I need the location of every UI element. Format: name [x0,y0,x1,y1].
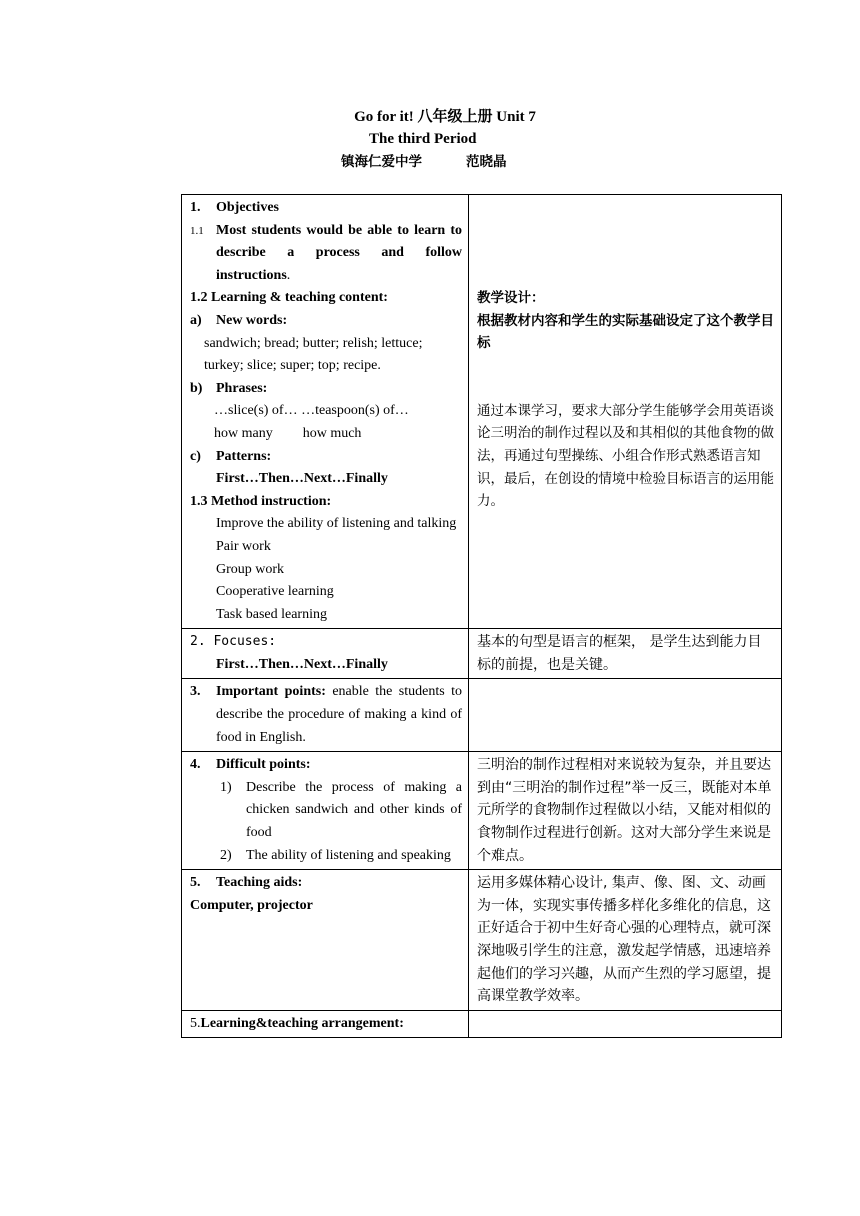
objective-1-1: 1.1 Most students would be able to learn to describe a process and follow instructions. [190,222,462,283]
difficult-points-note: 三明治的制作过程相对来说较为复杂，并且要达到由“三明治的制作过程”举一反三，既能对本单元所学的食物制作过程做以小结，又能对相似的食物制作过程进行创新。这对大部分学生来说是个难点。 [469,752,782,870]
phrases-line-1: …slice(s) of… …teaspoon(s) of… [214,403,409,419]
arrangement-row [182,1010,782,1038]
document-title: Go for it! 八年级上册 Unit 7 [354,109,536,125]
phrases-line-2: how many how much [214,425,362,441]
focuses-row [182,629,782,679]
method-item: Cooperative learning [216,584,334,600]
objectives-cell [182,195,469,629]
difficult-point-2: 2) The ability of listening and speaking [220,847,451,863]
phrases-heading: b) Phrases: [190,380,268,396]
method-item: Group work [216,561,285,577]
design-heading: 教学设计： [477,290,545,306]
arrangement-cell: 5.Learning&teaching arrangement: [182,1010,469,1038]
lesson-plan-table [181,194,782,1038]
teaching-aids-label: Teaching aids: [216,875,303,891]
school-author-line [341,151,507,173]
design-note: 根据教材内容和学生的实际基础设定了这个教学目标 [477,312,774,352]
important-points-note [469,679,782,752]
difficult-points-row [182,752,782,870]
important-points-text: enable the students to describe the procedure of making a kind of food in English. [216,684,462,745]
method-item: Task based learning [216,606,327,622]
difficult-point-1: 1) Describe the process of making a chicken sandwich and other kinds of food [220,779,462,841]
important-points-cell: 3. Important points: enable the students to describe the procedure of making a kind of food in English. [182,679,469,752]
important-points-label: Important points: [216,684,326,700]
method-item: Pair work [216,538,271,554]
arrangement-note [469,1010,782,1038]
patterns-text: First…Then…Next…Finally [216,471,388,487]
arrangement-label: Learning&teaching arrangement: [200,1015,404,1031]
author-name: 范晓晶 [466,154,507,170]
focuses-cell [182,629,469,679]
focuses-heading: 2. Focuses: [190,634,277,650]
objectives-heading: 1. Objectives [190,200,279,215]
objectives-row [182,195,782,629]
teaching-aids-note: 运用多媒体精心设计, 集声、像、图、文、动画为一体，实现实事传播多样化多维化的信息，这正好适合于初中生好奇心强的心理特点，就可深深地吸引学生的注意，激发起学情感，迅速培养起他们的学习兴趣，从而产生烈的学习愿望，提高课堂教学效率。 [469,870,782,1011]
new-words-heading: a) New words: [190,312,288,328]
period-title: The third Period [369,131,477,147]
teaching-aids-cell: 5. Teaching aids: Computer, projector [182,870,469,1011]
focuses-patterns: First…Then…Next…Finally [216,656,388,672]
focuses-note: 基本的句型是语言的框架， 是学生达到能力目标的前提，也是关键。 [469,629,782,679]
important-points-row [182,679,782,752]
method-item: Improve the ability of listening and talking [216,516,457,532]
patterns-heading: c) Patterns: [190,448,272,464]
words-line-1: sandwich; bread; butter; relish; lettuce; [204,335,423,351]
difficult-points-cell: 4. Difficult points: 1) Describe the process of making a chicken sandwich and other kinds of food 2) The ability of listening and speaking [182,752,469,870]
content-heading: 1.2 Learning & teaching content: [190,290,388,306]
school-name: 镇海仁爱中学 [341,154,422,170]
teaching-aids-row [182,870,782,1011]
design-description: 通过本课学习，要求大部分学生能够学会用英语谈论三明治的制作过程以及和其相似的其他食物的做法，再通过句型操练、小组合作形式熟悉语言知识，最后，在创设的情境中检验目标语言的运用能力。 [477,402,774,510]
objectives-design-cell [469,195,782,629]
method-heading: 1.3 Method instruction: [190,493,332,509]
teaching-aids-list: Computer, projector [190,897,313,913]
words-line-2: turkey; slice; super; top; recipe. [204,358,381,374]
difficult-points-label: Difficult points: [216,757,311,773]
